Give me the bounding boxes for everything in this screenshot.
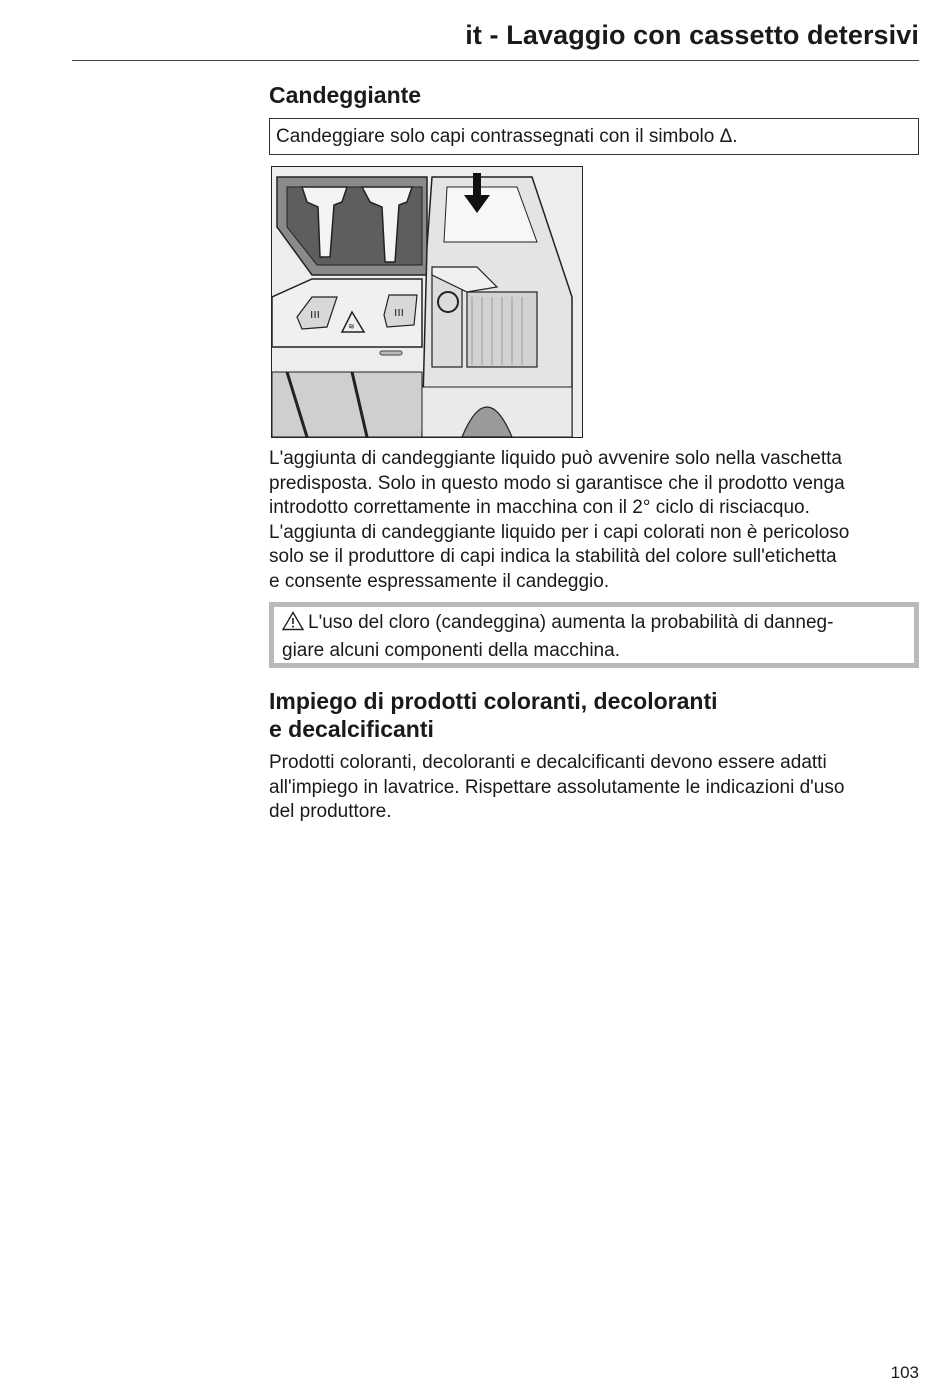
svg-text:ııı: ııı [310, 307, 321, 321]
chlorine-warning-box [269, 602, 919, 668]
page-header-title: it - Lavaggio con cassetto detersivi [465, 20, 919, 50]
detergent-drawer-illustration [271, 166, 583, 438]
warning-triangle-icon [282, 611, 304, 639]
svg-text:≋: ≋ [348, 322, 355, 331]
coloranti-paragraph: Prodotti coloranti, decoloranti e decalcificanti devono essere adatti all'impiego in lavatrice. Rispettare assolutamente le indicazioni d'uso del produttore. [269, 752, 845, 822]
chlorine-warning-text: L'uso del cloro (candeggina) aumenta la probabilità di danneg- giare alcuni componenti della macchina. [282, 612, 834, 661]
header-divider [72, 60, 919, 61]
bleach-note-text: Candeggiare solo capi contrassegnati con il simbolo Δ. [276, 126, 738, 147]
bleach-note-box [269, 118, 919, 155]
section-heading-coloranti: Impiego di prodotti coloranti, decoloranti e decalcificanti [269, 688, 718, 742]
page-number: 103 [890, 1363, 919, 1382]
bleach-instructions-paragraph: L'aggiunta di candeggiante liquido può avvenire solo nella vaschetta predisposta. Solo in questo modo si garantisce che il prodotto venga introdotto correttamente in macchina con il 2° ciclo di risciacquo. L'aggiunta di candeggiante liquido per i capi colorati non è pericoloso solo se il produttore di capi indica la stabilità del colore sull'etichetta e consente espressamente il candeggio. [269, 448, 850, 592]
section-heading-candeggiante: Candeggiante [269, 82, 422, 108]
svg-text:ııı: ııı [394, 305, 405, 319]
